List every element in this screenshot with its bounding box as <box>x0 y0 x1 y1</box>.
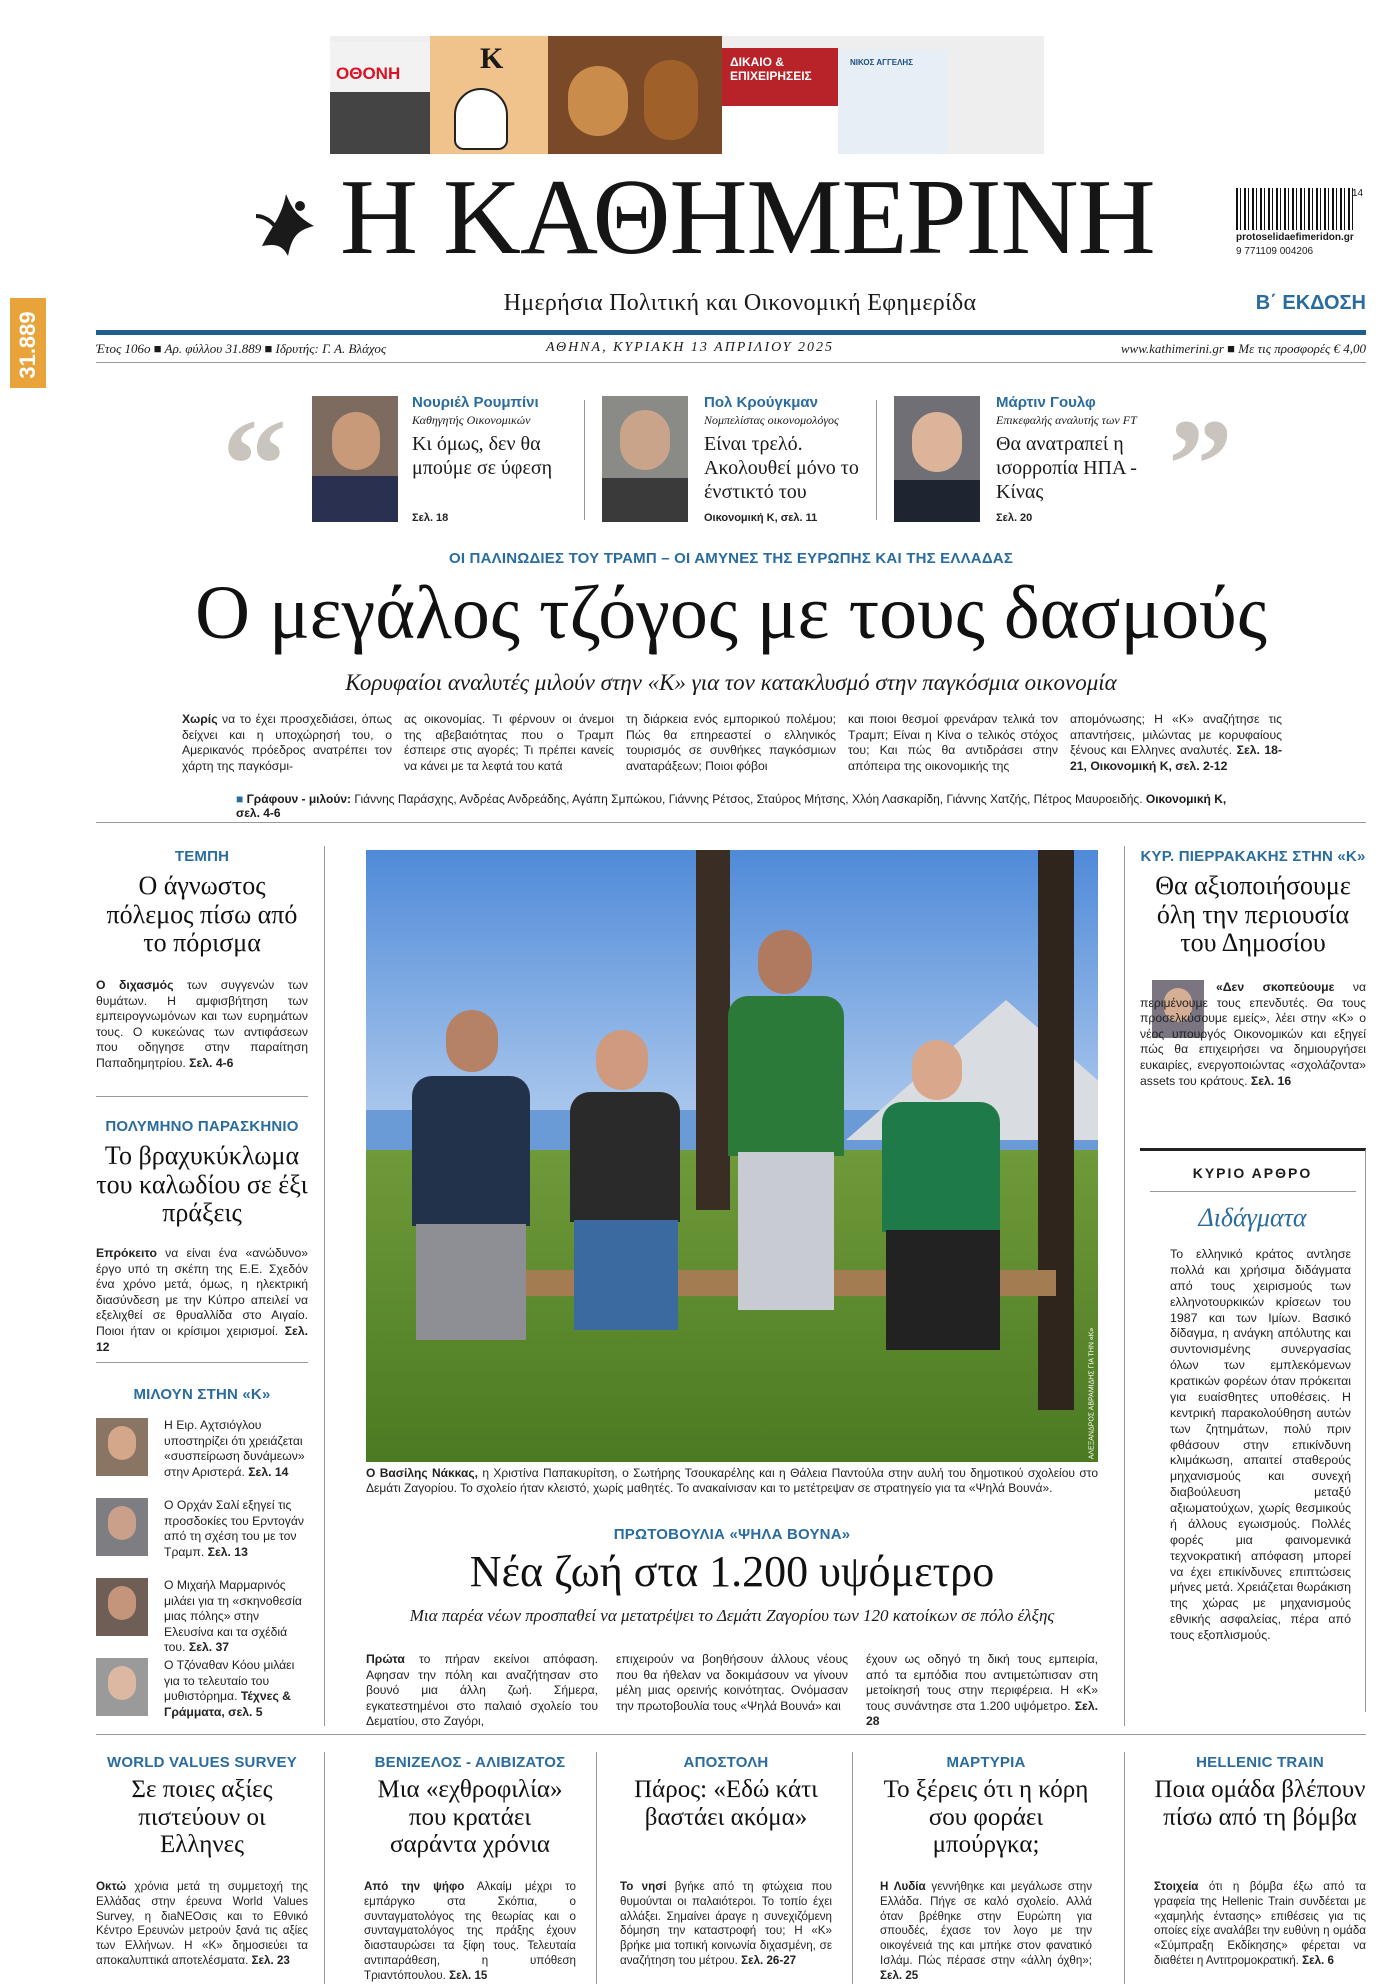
tempi-ref[interactable]: Σελ. 4-6 <box>189 1056 234 1071</box>
insert-food-magazine[interactable] <box>548 36 722 154</box>
inserts-strip <box>330 36 1044 154</box>
bottom-headline[interactable]: Το ξέρεις ότι η κόρη σου φοράει μπούργκα; <box>883 1776 1089 1858</box>
photo-caption <box>366 1466 1098 1497</box>
speak-text: μιλάει για το τελευταίο του μυθιστόρημα. <box>164 1658 295 1704</box>
feature-deck: Μια παρέα νέων προσπαθεί να μετατρέψει το Δεμάτι Ζαγορίου των 120 κατοίκων σε πόλο έλξης <box>409 1606 1055 1625</box>
editorial-box <box>1140 1148 1366 1712</box>
bottom-dropin: Από την ψήφο <box>364 1880 465 1893</box>
bottom-body: γεννήθηκε και μεγάλωσε στην Ελλάδα. Πήγε σε καλό σχολείο. Αλλά όταν βρέθηκε στην Ευρώπη για σπουδές, έχασε τον λογο με την οικογένειά της και μπήκε στον φανατικό Ισλάμ. Πώς πέρασε στην «άλλη όχθη»; <box>880 1880 1092 1968</box>
bottom-text <box>1154 1880 1366 1969</box>
speak-item <box>164 1418 310 1480</box>
editorial-label: ΚΥΡΙΟ ΑΡΘΡΟ <box>1192 1165 1313 1181</box>
tree-trunk <box>696 850 730 1210</box>
bottom-ref[interactable]: Σελ. 6 <box>1302 1954 1334 1968</box>
cable-body: να είναι ένα «ανώδυνο» έργο υπό τη σκέπη της Ε.Ε. Σχεδόν ένα χρόνο μετά, όμως, η ηλεκτρική διασύνδεση με την Κύπρο απειλεί να εξελιχθεί σε θρυαλλίδα στο Αιγαίο. Ποιοι ήταν οι κρίσιμοι χειρισμοί. <box>96 1246 308 1339</box>
divider <box>1124 1752 1125 1984</box>
bottom-kicker: ΜΑΡΤΥΡΙΑ <box>946 1754 1026 1771</box>
pierrakakis-ref[interactable]: Σελ. 16 <box>1250 1073 1292 1088</box>
column-divider <box>1124 846 1125 1726</box>
divider <box>876 400 877 520</box>
feature-ref[interactable]: Σελ. 28 <box>866 1698 1098 1729</box>
issue-badge-text: 31.889 <box>15 311 40 379</box>
analyst-name: Νουριέλ Ρουμπίνι <box>412 394 539 411</box>
divider <box>852 1752 853 1984</box>
bottom-body: Αλκαίμ μέχρι το εμπάργκο στα Σκόπια, ο συνταγματολόγος της θεωρίας και ο συνταγματολόγος της πράξης έχουν διασταυρώσει τα ξίφη τους. Τελευταία αντιπαράθεση, η υπόθεση Τριαντόπουλου. <box>364 1880 577 1982</box>
lead-deck: Κορυφαίοι αναλυτές μιλούν στην «Κ» για τον κατακλυσμό στην παγκόσμια οικονομία <box>345 670 1117 695</box>
bottom-headline[interactable]: Πάρος: «Εδώ κάτι βαστάει ακόμα» <box>634 1776 818 1831</box>
bottom-headline[interactable]: Μια «εχθροφιλία» που κρατάει σαράντα χρόνια <box>377 1776 563 1858</box>
bottom-headline[interactable]: Ποια ομάδα βλέπουν πίσω από τη βόμβα <box>1154 1776 1366 1831</box>
bottom-kicker: ΒΕΝΙΖΕΛΟΣ - ΑΛΙΒΙΖΑΤΟΣ <box>374 1754 566 1771</box>
feature-col-3 <box>866 1652 1098 1730</box>
feature-col-2 <box>616 1652 848 1714</box>
insert-law-business[interactable] <box>722 48 838 154</box>
analyst-name: Πολ Κρούγκμαν <box>704 394 818 411</box>
writers-label: Γράφουν - μιλούν: <box>246 792 352 806</box>
avatar <box>894 396 980 522</box>
speak-ref[interactable]: Σελ. 37 <box>188 1640 230 1655</box>
column-divider <box>324 846 325 1726</box>
speak-name: Ο Μιχαήλ Μαρμαρινός <box>164 1578 286 1592</box>
analyst-ref: Οικονομική Κ, σελ. 11 <box>704 512 818 524</box>
caption-lead: Ο Βασίλης Νάκκας, <box>366 1466 478 1480</box>
speak-ref[interactable]: Τέχνες & Γράμματα, σελ. 5 <box>164 1689 291 1719</box>
bottom-ref[interactable]: Σελ. 25 <box>880 1968 919 1982</box>
lead-text: τη διάρκεια ενός εμπορικού πολέμου; Πώς θα επηρεαστεί ο ελληνικός τουρισμός σε συνθήκες παγκόσμιων αναταράξεων; Ποιοι φόβοι <box>626 712 836 773</box>
speak-item <box>164 1658 310 1720</box>
snoopy-illustration <box>454 88 508 150</box>
bottom-text <box>880 1880 1092 1984</box>
pierrakakis-text <box>1140 980 1366 1089</box>
analyst-ref: Σελ. 18 <box>412 512 449 524</box>
insert-k-magazine[interactable] <box>430 36 548 154</box>
person <box>566 1030 686 1330</box>
barcode-number: 9 771109 004206 <box>1236 246 1314 257</box>
avatar <box>96 1418 148 1476</box>
lead-headline[interactable]: Ο μεγάλος τζόγος με τους δασμούς <box>195 571 1267 655</box>
speak-text: εξηγεί τις προσδοκίες του Ερντογάν από τη σχέση του με τον Τραμπ. <box>164 1498 304 1559</box>
avatar <box>96 1498 148 1556</box>
logo-emblem <box>252 186 322 264</box>
lead-col-5 <box>1070 712 1282 774</box>
photo-placeholder <box>330 92 430 154</box>
bottom-kicker: WORLD VALUES SURVEY <box>107 1754 297 1771</box>
cable-headline[interactable]: Το βραχυκύκλωμα του καλωδίου σε έξι πράξεις <box>96 1141 308 1228</box>
analyst-name: Μάρτιν Γουλφ <box>996 394 1096 411</box>
analyst-role: Νομπελίστας οικονομολόγος <box>704 413 839 427</box>
speak-name: Ο Τζόναθαν Κόου <box>164 1658 261 1672</box>
bottom-dropin: Η Λυδία <box>880 1880 926 1893</box>
caption-text: η Χριστίνα Παπακυρίτση, ο Σωτήρης Τσουκαρέλης και η Θάλεια Παντούλα στην αυλή του δημοτικού σχολείου στο Δεμάτι Ζαγορίου. Το σχολείο ήταν κλειστό, χωρίς μαθητές. Το ανακαίνισαν και το μετέτρεψαν σε στρατηγείο για τα «Ψηλά Βουνά». <box>366 1466 1099 1496</box>
lead-kicker: ΟΙ ΠΑΛΙΝΩΔΙΕΣ ΤΟΥ ΤΡΑΜΠ – ΟΙ ΑΜΥΝΕΣ ΤΗΣ ΕΥΡΩΠΗΣ ΚΑΙ ΤΗΣ ΕΛΛΑΔΑΣ <box>448 550 1014 567</box>
analyst-role: Επικεφαλής αναλυτής των FT <box>996 413 1137 427</box>
divider <box>1150 1191 1356 1192</box>
close-quote-mark: ” <box>1168 393 1233 537</box>
divider <box>584 400 585 520</box>
speak-text: μιλάει για τη «σκηνοθεσία μιας πόλης» στην Ελευσίνα και τα σχέδιά του. <box>164 1593 302 1655</box>
pierrakakis-headline[interactable]: Θα αξιοποιήσουμε όλη την περιουσία του Δημοσίου <box>1155 871 1351 958</box>
feature-col-1 <box>366 1652 598 1730</box>
barcode-text: protoselidaefimeridon.gr <box>1236 232 1354 243</box>
divider <box>96 1362 308 1363</box>
bottom-rule <box>96 1734 1366 1735</box>
lead-col-3 <box>626 712 836 774</box>
photo-credit: ΑΛΕΞΑΝΔΡΟΣ ΑΒΡΑΜΙΔΗΣ ΓΙΑ ΤΗΝ «Κ» <box>1088 1327 1096 1460</box>
speak-text: υποστηρίζει ότι χρειάζεται «συσπείρωση δυνάμεων» στην Αριστερά. <box>164 1433 305 1479</box>
pierrakakis-kicker: ΚΥΡ. ΠΙΕΡΡΑΚΑΚΗΣ ΣΤΗΝ «Κ» <box>1140 848 1366 865</box>
bottom-body: χρόνια μετά τη συμμετοχή της Ελλάδας στην έρευνα World Values Survey, η διaNEOσις και το Εθνικό Κέντρο Ερευνών μετρούν ξανά τις αξίες των Ελλήνων. Η «Κ» δημοσιεύει τα αποκαλυπτικά αποτελέσματα. <box>96 1880 308 1968</box>
person <box>406 1010 536 1340</box>
feature-headline[interactable]: Νέα ζωή στα 1.200 υψόμετρο <box>469 1547 995 1596</box>
barcode <box>1236 188 1366 264</box>
bottom-body: βγήκε από τη φτώχεια που θυμούνται οι παλαιότεροι. Το τοπίο έχει αλλάξει. Σημαίνει άραγε η συνεχιζόμενη δόμηση την καταστροφή του; Η «Κ» βρήκε μια τοπική κοινωνία διχασμένη, σε αναζήτηση του μέτρου. <box>620 1880 832 1968</box>
tempi-headline[interactable]: Ο άγνωστος πόλεμος πίσω από το πόρισμα <box>106 871 298 958</box>
lead-text: απομόνωσης; Η «Κ» αναζήτησε τις απαντήσεις, μιλώντας με κορυφαίους ξένους και Ελληνες αναλυτές. <box>1070 712 1282 758</box>
food-photo <box>568 66 628 136</box>
speak-ref[interactable]: Σελ. 14 <box>248 1464 289 1479</box>
cable-text <box>96 1246 308 1355</box>
insert-label: ΝΙΚΟΣ ΑΓΓΕΛΗΣ <box>850 58 914 67</box>
divider <box>596 1752 597 1984</box>
barcode-issue: 14 <box>1352 188 1364 199</box>
cover-bottom <box>722 106 838 154</box>
insert-othoni[interactable] <box>330 42 430 154</box>
issue-badge <box>10 298 46 388</box>
tree-trunk <box>1038 850 1074 1410</box>
bottom-ref[interactable]: Σελ. 15 <box>449 1968 488 1982</box>
lead-col-4 <box>848 712 1058 774</box>
masthead-title: Η ΚΑΘΗΜΕΡΙΝΗ <box>340 158 1155 277</box>
analyst-quote: Είναι τρελό. Ακολουθεί μόνο το ένστικτό του <box>704 433 859 503</box>
analyst-quote: Κι όμως, δεν θα μπούμε σε ύφεση <box>412 433 553 479</box>
main-photo[interactable] <box>366 850 1098 1462</box>
bottom-dropin: Στοιχεία <box>1154 1880 1199 1893</box>
editorial-title: Διδάγματα <box>1198 1203 1307 1232</box>
edition-label: Β΄ ΕΚΔΟΣΗ <box>1255 292 1366 314</box>
lead-text: ας οικονομίας. Τι φέρνουν οι άνεμοι της αβεβαιότητας που ο Τραμπ έσπειρε στις αγορές; Τι πρέπει κανείς να κάνει με τα λεφτά του κατά <box>404 712 614 773</box>
lead-col-2 <box>404 712 614 774</box>
speak-item <box>164 1578 310 1656</box>
divider <box>96 1096 308 1097</box>
issue-info: Έτος 106ο ■ Αρ. φύλλου 31.889 ■ Ιδρυτής: Γ. Α. Βλάχος <box>96 341 387 356</box>
date-line: ΑΘΗΝΑ, ΚΥΡΙΑΚΗ 13 ΑΠΡΙΛΙΟΥ 2025 <box>546 340 834 355</box>
cable-dropin: Επρόκειτο <box>96 1246 157 1260</box>
speak-name: Ο Ορχάν Σαλί <box>164 1498 240 1512</box>
divider <box>324 1752 325 1984</box>
bottom-text <box>364 1880 576 1984</box>
tempi-kicker: ΤΕΜΠΗ <box>174 848 230 865</box>
lead-rule <box>96 822 1366 823</box>
avatar <box>602 396 688 522</box>
insert-label: K <box>480 42 504 75</box>
avatar <box>96 1578 148 1636</box>
bottom-dropin: Οκτώ <box>96 1880 127 1893</box>
speak-kicker: ΜΙΛΟΥΝ ΣΤΗΝ «Κ» <box>133 1386 271 1403</box>
speak-item <box>164 1498 310 1560</box>
info-rule <box>96 362 1366 363</box>
analyst-ref: Σελ. 20 <box>996 512 1033 524</box>
lead-col-1 <box>182 712 392 774</box>
cable-kicker: ΠΟΛΥΜΗΝΟ ΠΑΡΑΣΚΗΝΙΟ <box>105 1118 299 1135</box>
analyst-role: Καθηγητής Οικονομικών <box>412 413 531 427</box>
feature-text: το πήραν εκείνοι απόφαση. Αφησαν την πόλη και αναζήτησαν στο βουνό μια άλλη ζωή. Σήμερα, εγκατεστημένοι στο παλαιό σχολείο του Δεματίου, στο Ζαγόρι, <box>366 1652 598 1729</box>
insert-nikos-angelis[interactable] <box>838 50 948 154</box>
barcode-bars <box>1236 188 1354 230</box>
feature-kicker: ΠΡΩΤΟΒΟΥΛΙΑ «ΨΗΛΑ ΒΟΥΝΑ» <box>613 1526 851 1543</box>
speak-name: Η Ειρ. Αχτσιόγλου <box>164 1418 262 1432</box>
avatar <box>312 396 398 522</box>
bottom-body: ότι η βόμβα έξω από τα γραφεία της Hellenic Train συνδέεται με «χαμηλής έντασης» επιθέσεις για τις οποίες είχε αναλάβει την ευθύνη η ομάδα «Σύμπραξη Εκδίκησης» φέρεται να διαθέτει η Αντιτρομοκρατική. <box>1154 1880 1366 1968</box>
bottom-kicker: HELLENIC TRAIN <box>1196 1754 1324 1771</box>
bottom-dropin: Το νησί <box>620 1880 667 1893</box>
food-photo <box>644 60 698 140</box>
tempi-text <box>96 978 308 1072</box>
bottom-text <box>96 1880 308 1969</box>
tempi-body: των συγγενών των θυμάτων. Η αμφισβήτηση των εμπειρογνωμόνων και των ευρημάτων τους. Ο κυκεώνας των αντιφάσεων που οδηγησε στην παραίτηση Παπαδημητρίου. <box>96 978 308 1071</box>
insert-label: ΔΙΚΑΙΟ & ΕΠΙΧΕΙΡΗΣΕΙΣ <box>730 55 812 83</box>
analyst-quote: Θα ανατραπεί η ισορροπία ΗΠΑ - Κίνας <box>996 433 1137 503</box>
pierrakakis-body: να περιμένουμε τους επενδυτές. Θα τους προσελκύσουμε εμείς», λέει στην «Κ» ο νέος υπουργός Οικονομικών και εξηγεί πώς θα επιχειρήσει να δημιουργήσει ευκαιρίες, ενεργοποιώντας «σχολάζοντα» assets του κράτους. <box>1140 980 1366 1088</box>
lead-dropin: Χωρίς <box>182 712 218 726</box>
bottom-text <box>620 1880 832 1969</box>
person <box>876 1040 1006 1350</box>
open-quote-mark: “ <box>222 393 287 537</box>
editorial-text: Το ελληνικό κράτος αντλησε πολλά και χρήσιμα διδάγματα από τους χειρισμούς των ελληνοτουρκικών κρίσεων του 1987 και των Ιμίων. Βασικό δίδαγμα, η ανάγκη απόλυτης και συντονισμένης συνεργασίας όλων των εμπλεκόμενων κρατικών φορέων όταν πρόκειται για ευαίσθητες υποθέσεις. Η κεντρική παρακολούθηση αυτών των ζητημάτων, πολύ πριν φθάσουν στην επικίνδυνη κλιμάκωση, απαιτεί σταθερούς μηχανισμούς και συνεχή διαβούλευση μεταξύ αξιωματούχων, χωρίς θεσμικούς ή άλλους εγωισμούς. Πολλές φορές μια φαινομενικά τεχνοκρατική απόφαση μπορεί να έχει επικίνδυνες επιπτώσεις μήνες μετά. Χρειάζεται θωράκιση της χώρας με μηχανισμούς εθνικής ασφαλείας, πέρα από τους εξοπλισμούς. <box>1170 1247 1351 1642</box>
feature-text: έχουν ως οδηγό τη δική τους εμπειρία, από τα εμπόδια που αντιμετώπισαν στη μετοίκησή τους στην περιφέρεια. Η «Κ» τους συνάντησε στα 1.200 υψόμετρο. <box>866 1652 1098 1713</box>
masthead-subtitle: Ημερήσια Πολιτική και Οικονομική Εφημερίδα <box>503 290 977 316</box>
masthead-rule <box>96 330 1366 335</box>
lead-writers: ■ Γράφουν - μιλούν: Γιάννης Παράσχης, Ανδρέας Ανδρεάδης, Αγάπη Σμπώκου, Γιάννης Ρέτσος, Σταύρος Μήτσης, Χλόη Λασκαρίδη, Γιάννης Χατζής, Πέτρος Μαυροειδής. Οικονομική Κ, σελ. 4-6 <box>236 792 1227 820</box>
tempi-dropin: Ο διχασμός <box>96 978 174 992</box>
bottom-ref[interactable]: Σελ. 26-27 <box>741 1954 797 1968</box>
writers-list: Γιάννης Παράσχης, Ανδρέας Ανδρεάδης, Αγάπη Σμπώκου, Γιάννης Ρέτσος, Σταύρος Μήτσης, Χλόη Λασκαρίδη, Γιάννης Χατζής, Πέτρος Μαυροειδής. <box>351 792 1143 806</box>
writers-ref[interactable]: Οικονομική Κ, σελ. 4-6 <box>236 792 1227 820</box>
feature-dropin: Πρώτα <box>366 1652 405 1666</box>
avatar <box>96 1658 148 1716</box>
cable-ref[interactable]: Σελ. 12 <box>96 1324 308 1354</box>
person <box>726 930 846 1310</box>
bottom-kicker: ΑΠΟΣΤΟΛΗ <box>683 1754 769 1771</box>
price-line: www.kathimerini.gr ■ Με τις προσφορές € 4,00 <box>1120 341 1366 356</box>
lead-ref[interactable]: Σελ. 18-21, Οικονομική Κ, σελ. 2-12 <box>1070 743 1283 773</box>
lead-text: να το έχει προσχεδιάσει, όπως δείχνει και η υποχώρησή του, ο Αμερικανός πρόεδρος ανατρέπει τον χάρτη της παγκόσμι- <box>182 712 392 773</box>
insert-label: ΟΘΟΝΗ <box>336 64 401 83</box>
bottom-ref[interactable]: Σελ. 23 <box>251 1954 290 1968</box>
lead-text: και ποιοι θεσμοί φρενάραν τελικά τον Τραμπ; Είναι η Κίνα ο τελικός στόχος του; Και πώς θα αντιδράσει στην απόπειρα της οικονομικής της <box>848 712 1058 773</box>
bottom-headline[interactable]: Σε ποιες αξίες πιστεύουν οι Ελληνες <box>131 1776 273 1858</box>
pierrakakis-dropin: «Δεν σκοπεύουμε <box>1216 980 1335 994</box>
speak-ref[interactable]: Σελ. 13 <box>207 1544 248 1559</box>
feature-text: επιχειρούν να βοηθήσουν άλλους νέους που θα ήθελαν να δοκιμάσουν να γίνουν μέλη μιας ορεινής κοινότητας. Ονόμασαν την πρωτοβουλία τους «Ψηλά Βουνά» και <box>616 1652 848 1713</box>
